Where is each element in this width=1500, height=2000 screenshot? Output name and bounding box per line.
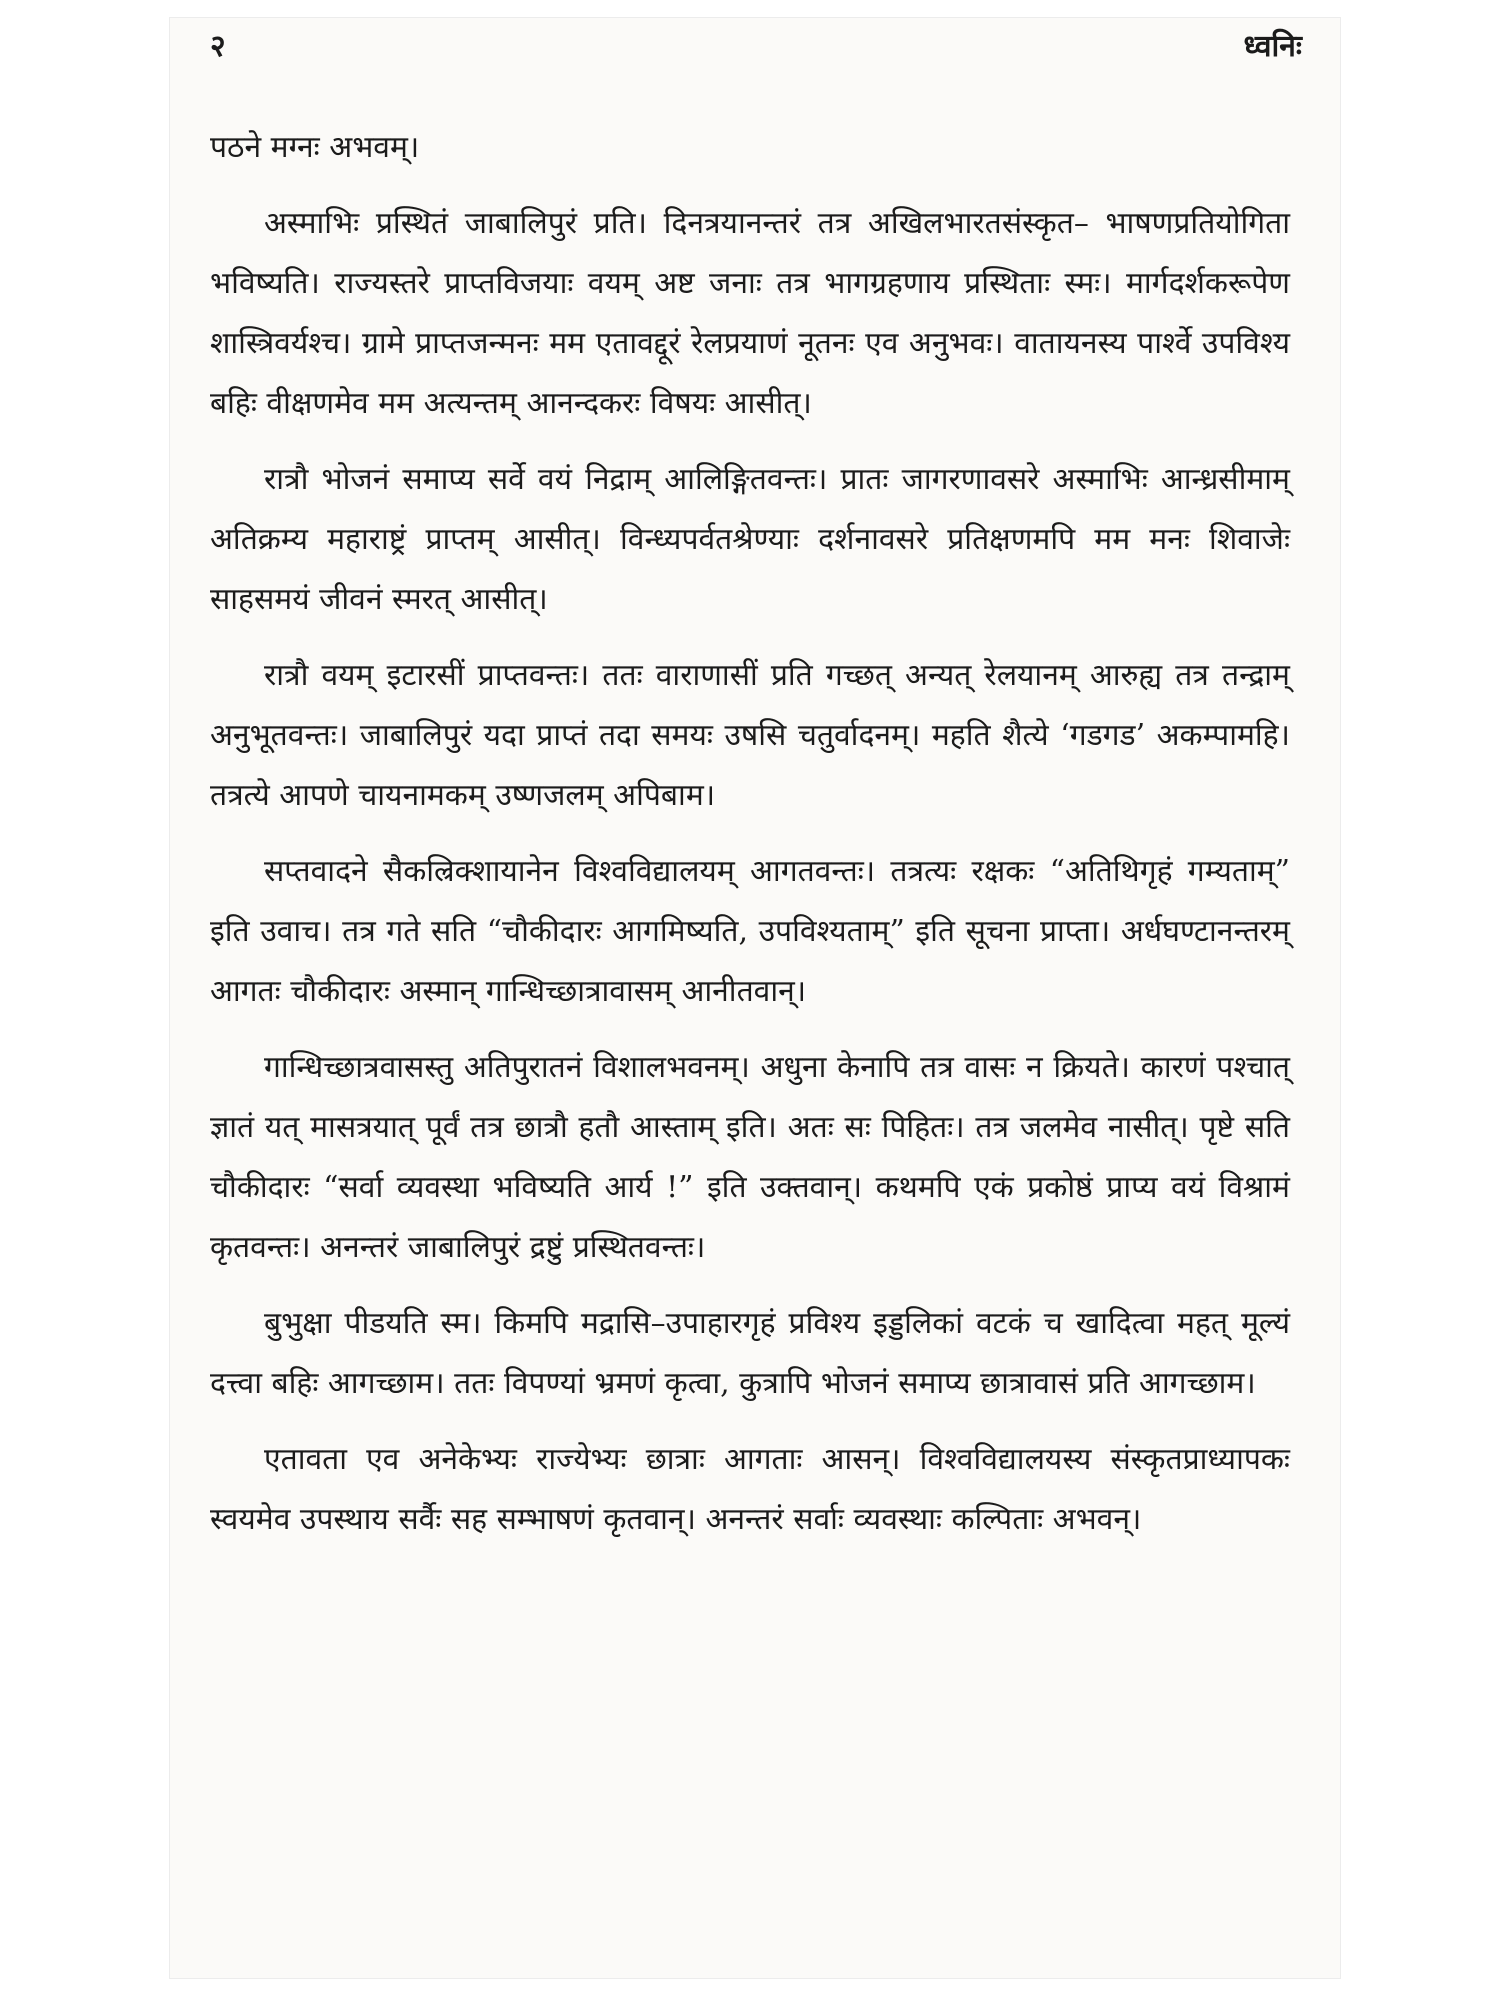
paragraph: गान्धिच्छात्रवासस्तु अतिपुरातनं विशालभवनम्। अधुना केनापि तत्र वासः न क्रियते। कारणं पश्चात् ज्ञातं यत् मासत्रयात् पूर्वं तत्र छात्रौ हतौ आस्ताम् इति। अतः सः पिहितः। तत्र जलमेव नासीत्। पृष्टे सति चौकीदारः “सर्वा व्यवस्था भविष्यति आर्य !” इति उक्तवान्। कथमपि एकं प्रकोष्ठं प्राप्य वयं विश्रामं कृतवन्तः। अनन्तरं जाबालिपुरं द्रष्टुं प्रस्थितवन्तः। xyxy=(210,1050,1290,1265)
paragraph: बुभुक्षा पीडयति स्म। किमपि मद्रासि–उपाहारगृहं प्रविश्य इड्डलिकां वटकं च खादित्वा महत् मूल्यं दत्त्वा बहिः आगच्छाम। ततः विपण्यां भ्रमणं कृत्वा, कुत्रापि भोजनं समाप्य छात्रावासं प्रति आगच्छाम। xyxy=(210,1306,1290,1401)
running-head: ध्वनिः xyxy=(1243,29,1302,64)
paragraph: अस्माभिः प्रस्थितं जाबालिपुरं प्रति। दिनत्रयानन्तरं तत्र अखिलभारतसंस्कृत– भाषणप्रतियोगिता भविष्यति। राज्यस्तरे प्राप्तविजयाः वयम् अष्ट जनाः तत्र भागग्रहणाय प्रस्थिताः स्मः। मार्गदर्शकरूपेण शास्त्रिवर्यश्च। ग्रामे प्राप्तजन्मनः मम एतावद्दूरं रेलप्रयाणं नूतनः एव अनुभवः। वातायनस्य पार्श्वे उपविश्य बहिः वीक्षणमेव मम अत्यन्तम् आनन्दकरः विषयः आसीत्। xyxy=(210,206,1290,421)
paragraph: एतावता एव अनेकेभ्यः राज्येभ्यः छात्राः आगताः आसन्। विश्वविद्यालयस्य संस्कृतप्राध्यापकः स्वयमेव उपस्थाय सर्वैः सह सम्भाषणं कृतवान्। अनन्तरं सर्वाः व्यवस्थाः कल्पिताः अभवन्। xyxy=(210,1442,1290,1537)
paragraph: रात्रौ वयम् इटारसीं प्राप्तवन्तः। ततः वाराणासीं प्रति गच्छत् अन्यत् रेलयानम् आरुह्य तत्र तन्द्राम् अनुभूतवन्तः। जाबालिपुरं यदा प्राप्तं तदा समयः उषसि चतुर्वादनम्। महति शैत्ये ‘गडगड’ अकम्पामहि। तत्रत्ये आपणे चायनामकम् उष्णजलम् अपिबाम। xyxy=(210,658,1290,813)
paragraph: सप्तवादने सैकल्रिक्शायानेन विश्वविद्यालयम् आगतवन्तः। तत्रत्यः रक्षकः “अतिथिगृहं गम्यताम्” इति उवाच। तत्र गते सति “चौकीदारः आगमिष्यति, उपविश्यताम्” इति सूचना प्राप्ता। अर्धघण्टानन्तरम् आगतः चौकीदारः अस्मान् गान्धिच्छात्रावासम् आनीतवान्। xyxy=(210,854,1290,1009)
paragraph: रात्रौ भोजनं समाप्य सर्वे वयं निद्राम् आलिङ्गितवन्तः। प्रातः जागरणावसरे अस्माभिः आन्ध्रसीमाम् अतिक्रम्य महाराष्ट्रं प्राप्तम् आसीत्। विन्ध्यपर्वतश्रेण्याः दर्शनावसरे प्रतिक्षणमपि मम मनः शिवाजेः साहसमयं जीवनं स्मरत् आसीत्। xyxy=(210,462,1290,617)
body-text xyxy=(210,118,1290,1566)
book-page xyxy=(170,18,1340,1978)
paragraph-continuation: पठने मग्नः अभवम्। xyxy=(210,130,420,165)
page-number: २ xyxy=(210,29,226,64)
page-header xyxy=(170,18,1340,88)
